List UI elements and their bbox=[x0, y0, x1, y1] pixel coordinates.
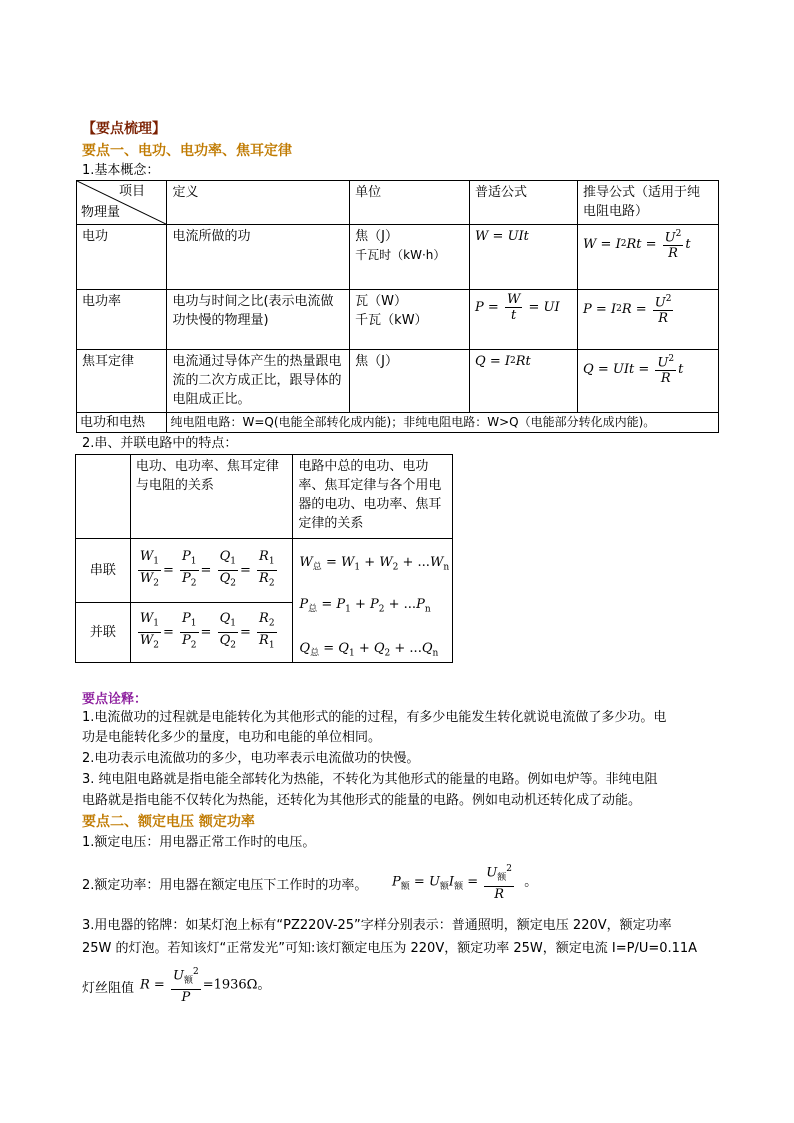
row-def-power: 电功与时间之比(表示电流做功快慢的物理量) bbox=[167, 290, 350, 350]
formula-work-derived: W = I 2 Rt = $\frac{U^2}{R}$ t bbox=[578, 225, 719, 290]
formula-power-general: P = $\frac{W}{t}$ = UI bbox=[470, 290, 578, 350]
explain-1-line1: 1.电流做功的过程就是电能转化为其他形式的能的过程，有多少电能发生转化就说电流做了多少功。电 bbox=[82, 710, 667, 725]
explain-3-line1: 3. 纯电阻电路就是指电能全部转化为热能，不转化为其他形式的能量的电路。例如电炉等。非纯电阻 bbox=[82, 772, 658, 787]
row-name-work: 电功 bbox=[77, 225, 167, 290]
explain-title: 要点诠释： bbox=[82, 692, 148, 707]
nameplate-line1: 3.用电器的铭牌：如某灯泡上标有“PZ220V-25”字样分别表示：普通照明，额定电压 220V，额定功率 bbox=[82, 918, 672, 933]
header-resistance-relation: 电功、电功率、焦耳定律与电阻的关系 bbox=[130, 455, 293, 539]
unit-joule: 焦（J） bbox=[355, 229, 399, 244]
explain-1-line2: 功是电能转化多少的量度，电功和电能的单位相同。 bbox=[82, 730, 382, 745]
concepts-table bbox=[76, 180, 719, 433]
row-unit-power bbox=[350, 290, 470, 350]
filament-formula: R = $\frac{U_额^2}{P}$ =1936Ω。 bbox=[140, 967, 271, 1005]
rated-power: 2.额定功率：用电器在额定电压下工作时的功率。 bbox=[82, 878, 368, 893]
total-relation-formulas bbox=[293, 539, 453, 663]
formula-joule-derived: Q = UIt = $\frac{U^2}{R}$ t bbox=[578, 350, 719, 413]
row-def-joule: 电流通过导体产生的热量跟电流的二次方成正比，跟导体的电阻成正比。 bbox=[167, 350, 350, 413]
series-parallel-table bbox=[75, 454, 453, 663]
basic-concepts-label: 1.基本概念： bbox=[82, 163, 160, 178]
row-unit-joule bbox=[350, 350, 470, 413]
explain-3-line2: 电路就是指电能不仅转化为热能，还转化为其他形式的能量的电路。例如电动机还转化成了动能。 bbox=[82, 793, 642, 808]
header-derived-formula: 推导公式（适用于纯电阻电路） bbox=[578, 181, 719, 225]
section1-title: 要点一、电功、电功率、焦耳定律 bbox=[82, 143, 292, 159]
header-general-formula: 普适公式 bbox=[470, 181, 578, 225]
total-heat-formula: $Q_总 = Q_1 + Q_2 + ...Q_n$ bbox=[299, 641, 439, 659]
unit-joule-heat: 焦（J） bbox=[355, 354, 399, 369]
formula-power-derived: P = I 2 R = $\frac{U^2}{R}$ bbox=[578, 290, 719, 350]
corner-cell bbox=[77, 181, 167, 225]
rated-power-formula: $P_额 = U_额I_额$ = $\frac{U_额^2}{R}$ 。 bbox=[392, 864, 538, 902]
series-ratio-formula: $\frac{W_1}{W_2}$ = $\frac{P_1}{P_2}$ = $\frac{Q_1}{Q_2}$ = $\frac{R_1}{R_2}$ bbox=[130, 539, 293, 603]
rated-voltage: 1.额定电压：用电器正常工作时的电压。 bbox=[82, 835, 316, 850]
filament-prefix: 灯丝阻值 bbox=[82, 981, 135, 996]
row-name-joule: 焦耳定律 bbox=[77, 350, 167, 413]
nameplate-line2: 25W 的灯泡。若知该灯“正常发光”可知:该灯额定电压为 220V，额定功率 25W，额定电流 I=P/U=0.11A bbox=[82, 941, 698, 956]
row-name-power: 电功率 bbox=[77, 290, 167, 350]
row-unit-work bbox=[350, 225, 470, 290]
row-name-work-heat: 电功和电热 bbox=[77, 413, 167, 433]
unit-watt: 瓦（W） bbox=[355, 294, 408, 309]
explain-2: 2.电功表示电流做功的多少，电功率表示电流做功的快慢。 bbox=[82, 751, 420, 766]
parallel-ratio-formula: $\frac{W_1}{W_2}$ = $\frac{P_1}{P_2}$ = $\frac{Q_1}{Q_2}$ = $\frac{R_2}{R_1}$ bbox=[130, 603, 293, 663]
section2-title: 要点二、额定电压 额定功率 bbox=[82, 814, 255, 830]
formula-work-general: W = UIt bbox=[470, 225, 578, 290]
row-parallel: 并联 bbox=[76, 603, 131, 663]
total-work-formula: $W_总 = W_1 + W_2 + ...W_n$ bbox=[299, 555, 450, 573]
header-definition: 定义 bbox=[167, 181, 350, 225]
header-total-relation: 电路中总的电功、电功率、焦耳定律与各个用电器的电功、电功率、焦耳定律的关系 bbox=[293, 455, 453, 539]
series-parallel-label: 2.串、并联电路中的特点： bbox=[82, 436, 238, 451]
row-def-work: 电流所做的功 bbox=[167, 225, 350, 290]
formula-joule-general: Q = I 2 Rt bbox=[470, 350, 578, 413]
total-power-formula: $P_总 = P_1 + P_2 + ...P_n$ bbox=[299, 597, 431, 615]
row-work-heat-text: 纯电阻电路：W=Q(电能全部转化成内能)；非纯电阻电路：W>Q（电能部分转化成内能)。 bbox=[167, 413, 719, 433]
header-unit: 单位 bbox=[350, 181, 470, 225]
unit-kwh: 千瓦时（kW·h） bbox=[355, 248, 446, 262]
corner-top: 项目 bbox=[119, 184, 146, 199]
heading-bracket: 【要点梳理】 bbox=[82, 121, 166, 137]
row-series: 串联 bbox=[76, 539, 131, 603]
corner-bottom: 物理量 bbox=[81, 205, 121, 220]
unit-kw: 千瓦（kW） bbox=[355, 313, 428, 328]
empty-corner bbox=[76, 455, 131, 539]
